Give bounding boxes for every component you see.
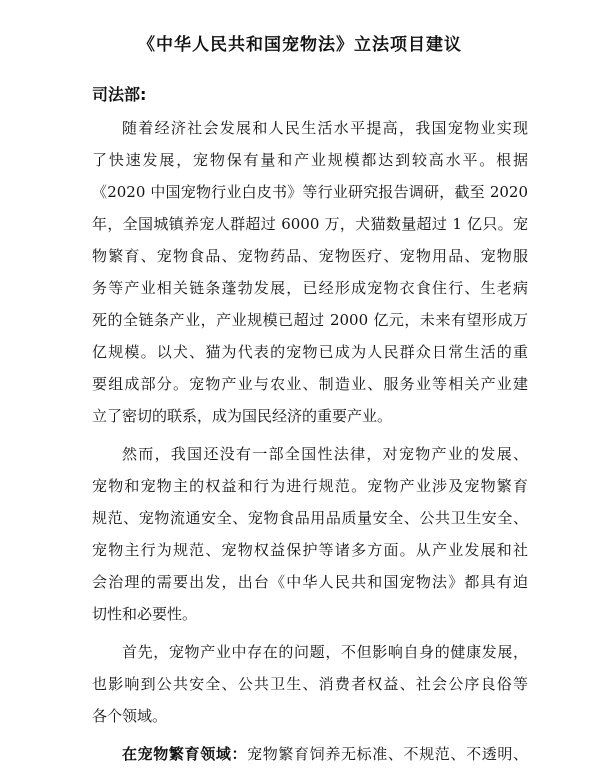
paragraph-line: 也影响到公共安全、公共卫生、消费者权益、社会公序良俗等 — [92, 675, 528, 693]
paragraph-line: 亿规模。以犬、猫为代表的宠物已成为人民群众日常生活的重 — [92, 343, 528, 361]
paragraph-line: 宠物和宠物主的权益和行为进行规范。宠物产业涉及宠物繁育 — [92, 477, 528, 495]
paragraph-line: 物繁育、宠物食品、宠物药品、宠物医疗、宠物用品、宠物服 — [92, 247, 528, 265]
paragraph-line: 切性和必要性。 — [92, 605, 198, 623]
paragraph-line: 要组成部分。宠物产业与农业、制造业、服务业等相关产业建 — [92, 375, 528, 393]
paragraph — [92, 112, 528, 432]
document-title: 《中华人民共和国宠物法》立法项目建议 — [138, 35, 462, 55]
paragraph-line: 首先，宠物产业中存在的问题，不但影响自身的健康发展， — [122, 643, 528, 661]
bold-lead-text: 在宠物繁育领域： — [122, 745, 248, 763]
line-text: 宠物繁育饲养无标准、不规范、不透明、 — [247, 745, 528, 763]
paragraph-line: 了快速发展，宠物保有量和产业规模都达到较高水平。根据 — [92, 151, 528, 169]
paragraph-line: 然而，我国还没有一部全国性法律，对宠物产业的发展、 — [122, 445, 528, 463]
paragraph-line: 会治理的需要出发，出台《中华人民共和国宠物法》都具有迫 — [92, 573, 528, 591]
paragraph-line: 宠物主行为规范、宠物权益保护等诸多方面。从产业发展和社 — [92, 541, 528, 559]
paragraph-line: 《2020 中国宠物行业白皮书》等行业研究报告调研，截至 2020 — [92, 183, 528, 201]
document-body — [92, 112, 528, 776]
paragraph — [92, 438, 528, 630]
paragraph — [92, 738, 528, 770]
paragraph-line: 规范、宠物流通安全、宠物食品用品质量安全、公共卫生安全、 — [92, 509, 528, 527]
paragraph — [92, 636, 528, 732]
paragraph-line — [92, 738, 528, 770]
paragraph-line: 随着经济社会发展和人民生活水平提高，我国宠物业实现 — [122, 119, 528, 137]
paragraph-line: 各个领域。 — [92, 707, 168, 725]
paragraph-line: 年，全国城镇养宠人群超过 6000 万，犬猫数量超过 1 亿只。宠 — [92, 215, 528, 233]
paragraph-line: 死的全链条产业，产业规模已超过 2000 亿元，未来有望形成万 — [92, 311, 528, 329]
paragraph-line: 务等产业相关链条蓬勃发展，已经形成宠物衣食住行、生老病 — [92, 279, 528, 297]
paragraph-line: 立了密切的联系，成为国民经济的重要产业。 — [92, 407, 393, 425]
addressee: 司法部: — [92, 85, 147, 104]
